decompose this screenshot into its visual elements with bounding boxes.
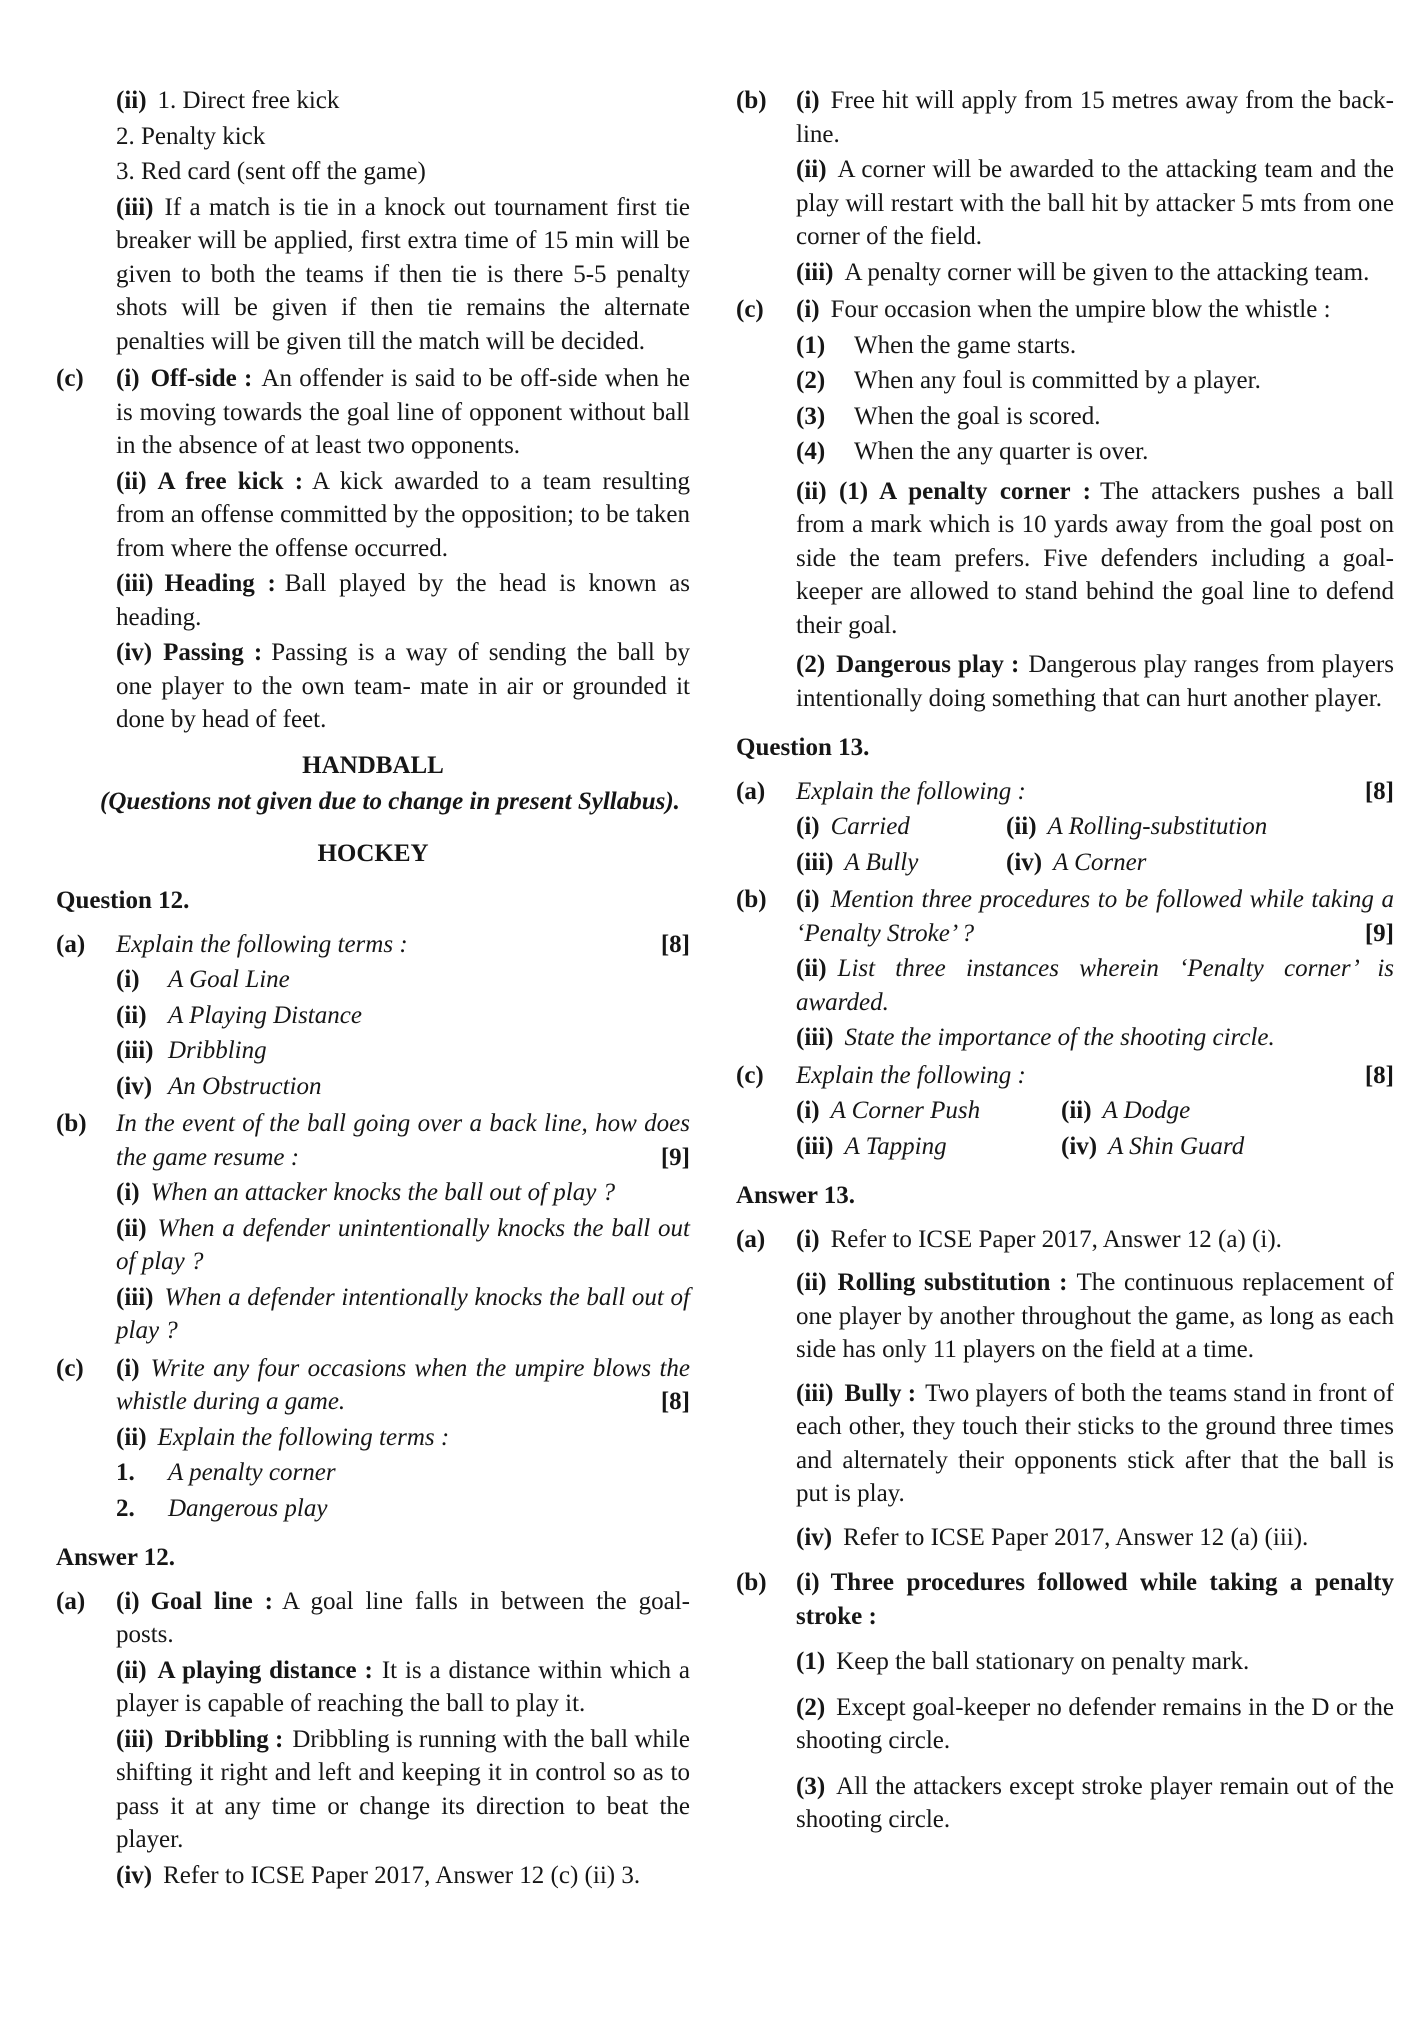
item-number: (iv): [1006, 848, 1043, 876]
item-number: (i): [796, 813, 820, 840]
item-number: (iv): [1061, 1132, 1098, 1160]
term-text: A Dodge: [1102, 1097, 1191, 1124]
term-text: A Playing Distance: [168, 1001, 362, 1029]
section-body: [116, 362, 690, 739]
prompt-line: [796, 775, 1394, 809]
list-line: 3. Red card (sent off the game): [116, 158, 426, 185]
answer-13a: [736, 1223, 1394, 1557]
term-pair-row: [796, 810, 1394, 844]
item-number: (ii): [116, 1656, 147, 1684]
term-cell: [796, 1094, 1061, 1128]
answer-12c: [736, 293, 1394, 717]
item-number: (ii): [796, 156, 827, 183]
definition-term: Dangerous play :: [836, 651, 1020, 678]
item-number: (i): [796, 1097, 820, 1124]
section-body: [796, 293, 1394, 717]
question-item: [116, 1352, 690, 1419]
step-text: Except goal-keeper no defender remains in the D or the shooting circle.: [796, 1693, 1394, 1754]
item-number: (2): [796, 1693, 826, 1721]
answer-term: Bully :: [844, 1379, 917, 1407]
item-number: (2): [796, 651, 826, 678]
item-number: (iii): [116, 193, 154, 221]
answer-text: Two players of both the teams stand in front of each other, they touch their sticks to the ground three times and alternately their opponents stick after that the ball is put is play.: [796, 1379, 1395, 1507]
section-body: [796, 1566, 1394, 1839]
section-label: (c): [56, 365, 84, 392]
question-item: [116, 1421, 690, 1455]
item-number: (3): [796, 1772, 826, 1800]
term-text: A Bully: [844, 848, 919, 876]
item-number: (ii): [116, 1214, 147, 1242]
section-c-answers: [56, 362, 690, 739]
section-label: (b): [736, 886, 767, 913]
item-number: (iii): [796, 848, 834, 876]
occasion-text: When any foul is committed by a player.: [854, 367, 1261, 394]
term-cell: [1061, 1094, 1190, 1128]
term-text: A Corner: [1053, 848, 1147, 876]
definition-term: A penalty corner :: [879, 477, 1091, 505]
sub-item: [116, 1492, 690, 1526]
answer-item: [796, 84, 1394, 151]
item-number: (iii): [116, 1037, 154, 1064]
answer-term: A playing distance :: [157, 1656, 373, 1684]
section-body: [116, 1585, 690, 1895]
sub-item: [116, 1456, 690, 1490]
answer-12-title: Answer 12.: [56, 1544, 175, 1571]
prompt-text: In the event of the ball going over a back line, how does the game resume :: [116, 1110, 690, 1171]
term-pair-row: [796, 1130, 1394, 1164]
left-column: [56, 84, 690, 1896]
term-text: A Tapping: [844, 1132, 947, 1160]
section-body: [796, 775, 1394, 882]
item-number: (i): [796, 1569, 820, 1596]
section-label: (a): [736, 777, 766, 805]
item-number: (ii): [116, 1423, 147, 1451]
hockey-heading: HOCKEY: [317, 839, 429, 867]
list-line: [116, 84, 690, 118]
term-text: An Obstruction: [168, 1072, 322, 1100]
item-number: (3): [796, 402, 826, 430]
term-cell: [1061, 1130, 1244, 1164]
answer-text: Refer to ICSE Paper 2017, Answer 12 (a) (i).: [830, 1225, 1282, 1253]
answer-item: [796, 256, 1394, 290]
question-item-text: When a defender unintentionally knocks the ball out of play ?: [116, 1214, 690, 1275]
term-text: Dribbling: [168, 1037, 267, 1064]
definition-text: An offender is said to be off-side when he is moving towards the goal line of opponent without ball in the absence of at least two opponents.: [116, 365, 690, 459]
right-column: [736, 84, 1394, 1896]
term-item: [116, 1070, 690, 1104]
definition-text: Passing is a way of sending the ball by one player to the own team- mate in air or grounded it done by head of feet.: [116, 639, 690, 733]
section-label: (a): [56, 930, 86, 958]
occasion-text: When the game starts.: [854, 331, 1077, 359]
definition-passing: [116, 636, 690, 737]
item-number: (ii): [116, 467, 147, 495]
item-number: (ii): [796, 1269, 827, 1296]
term-cell: [1006, 846, 1146, 880]
term-text: A Goal Line: [168, 966, 290, 993]
prompt-text: Explain the following :: [796, 1061, 1026, 1089]
item-number: (ii): [116, 87, 147, 114]
gutter-empty: [56, 84, 116, 360]
term-item: [116, 999, 690, 1033]
item-number: (iii): [796, 1379, 834, 1407]
answer-text: Refer to ICSE Paper 2017, Answer 12 (c) (ii) 3.: [163, 1861, 641, 1889]
step-text: All the attackers except stroke player remain out of the shooting circle.: [796, 1772, 1394, 1833]
question-item-text: State the importance of the shooting circle.: [844, 1024, 1275, 1051]
answer-text: The continuous replacement of one player by another throughout the game, as long as each side has only 11 players on the field at a time.: [796, 1269, 1395, 1363]
item-number: (i): [796, 87, 820, 114]
section-label: (c): [56, 1354, 84, 1382]
question-12b: [56, 1107, 690, 1350]
section-body: [796, 84, 1394, 291]
question-13b: [736, 883, 1394, 1057]
question-item: [116, 1212, 690, 1279]
answer-text: A corner will be awarded to the attacking team and the play will restart with the ball hit by attacker 5 mts from one corner of the field.: [796, 156, 1394, 250]
term-text: A Shin Guard: [1108, 1132, 1245, 1160]
item-number: (1): [796, 331, 826, 359]
item-number: (ii): [1006, 813, 1037, 840]
marks-badge: [8]: [1364, 777, 1394, 805]
answer-item: [796, 1266, 1394, 1367]
section-label: (a): [736, 1225, 766, 1253]
answer-item: [796, 1223, 1394, 1257]
section-body: [116, 1107, 690, 1350]
definition-offside: [116, 362, 690, 463]
definition-penalty-corner: [796, 475, 1394, 643]
answer-12b: [736, 84, 1394, 291]
question-item: [116, 1176, 690, 1210]
section-body: [116, 1352, 690, 1528]
section-body: [116, 928, 690, 1106]
item-number: (1): [796, 1648, 826, 1675]
sub-item-text: A penalty corner: [168, 1459, 336, 1486]
answer-item: [116, 1859, 690, 1893]
section-label: (b): [56, 1110, 87, 1137]
prompt-paragraph: [116, 1107, 690, 1174]
question-item-text: Write any four occasions when the umpire blows the whistle during a game.: [116, 1354, 690, 1415]
term-cell: [1006, 810, 1267, 844]
question-item-text: When a defender intentionally knocks the ball out of play ?: [116, 1283, 690, 1344]
answer-13-title: Answer 13.: [736, 1182, 855, 1209]
prompt-line: [796, 1059, 1394, 1093]
item-number: (iii): [796, 1024, 834, 1051]
item-number: (i): [116, 1179, 140, 1206]
answer-item: [116, 1585, 690, 1652]
item-number: (iv): [116, 639, 153, 666]
term-text: A Rolling-substitution: [1047, 813, 1268, 840]
paragraph-text: If a match is tie in a knock out tournament first tie breaker will be applied, first extra time of 15 min will be given to both the teams if then tie is there 5-5 penalty shots will be given if then tie remains the alternate penalties will be given till the match will be decided.: [116, 193, 690, 355]
item-number: (ii) (1): [796, 477, 869, 505]
answer-text: A goal line falls in between the goal-posts.: [116, 1587, 691, 1648]
definition-heading: [116, 567, 690, 634]
question-item-text: Explain the following terms :: [157, 1423, 450, 1451]
item-number: (ii): [116, 1001, 147, 1029]
item-number: 2.: [116, 1494, 135, 1522]
term-pair-row: [796, 1094, 1394, 1128]
item-number: (iii): [116, 570, 154, 597]
answer-item: [796, 153, 1394, 254]
handball-note: (Questions not given due to change in present Syllabus).: [100, 788, 680, 815]
item-number: (iii): [796, 1132, 834, 1160]
paragraph-b-iii: [116, 191, 690, 359]
answer-text: Free hit will apply from 15 metres away from the back-line.: [796, 87, 1394, 148]
occasion-item: [796, 400, 1394, 434]
section-label: (b): [736, 1569, 767, 1596]
section-body: [796, 883, 1394, 1057]
sub-item-text: Dangerous play: [168, 1494, 328, 1522]
occasion-item: [796, 435, 1394, 469]
answer-term: Dribbling :: [164, 1725, 284, 1753]
definition-text: Dangerous play ranges from players intentionally doing something that can hurt another player.: [796, 651, 1394, 712]
definition-text: Ball played by the head is known as heading.: [116, 570, 690, 631]
item-number: (iv): [116, 1861, 153, 1889]
section-body: [796, 1223, 1394, 1557]
item-number: (i): [796, 886, 820, 913]
answer-term: Rolling substitution :: [837, 1269, 1068, 1296]
section-label: (c): [736, 296, 764, 323]
question-12a: [56, 928, 690, 1106]
item-number: (2): [796, 367, 826, 394]
procedure-step: [796, 1691, 1394, 1758]
item-number: (iii): [116, 1725, 154, 1753]
question-12c: [56, 1352, 690, 1528]
marks-badge: [9]: [660, 1143, 690, 1171]
question-13c: [736, 1059, 1394, 1166]
prompt-text: Explain the following terms :: [116, 930, 408, 958]
marks-badge: [8]: [660, 1388, 690, 1415]
answer-item: [796, 1377, 1394, 1511]
marks-badge: [8]: [660, 930, 690, 958]
definition-text: The attackers pushes a ball from a mark which is 10 yards away from the goal post on side the team prefers. Five defenders including a goal-keeper are allowed to stand behind the goal line to defend their goal.: [796, 477, 1394, 639]
answer-text: It is a distance within which a player is capable of reaching the ball to play it.: [116, 1656, 690, 1717]
term-cell: [796, 1130, 1061, 1164]
definition-text: A kick awarded to a team resulting from an offense committed by the opposition; to be taken from where the offense occurred.: [116, 467, 691, 562]
answer-head-text: Three procedures followed while taking a penalty stroke :: [796, 1569, 1394, 1630]
answer-item: [116, 1723, 690, 1857]
answer-text: A penalty corner will be given to the attacking team.: [844, 258, 1370, 286]
answer-item: [796, 293, 1394, 327]
prompt-text: Explain the following :: [796, 777, 1026, 805]
occasion-text: When the any quarter is over.: [854, 438, 1149, 465]
question-item-text: Mention three procedures to be followed while taking a ‘Penalty Stroke’ ?: [796, 886, 1394, 947]
definition-free-kick: [116, 465, 690, 566]
question-item-text: List three instances wherein ‘Penalty corner’ is awarded.: [796, 955, 1394, 1016]
question-13-title: Question 13.: [736, 734, 870, 761]
item-number: (i): [116, 966, 140, 993]
term-pair-row: [796, 846, 1394, 880]
definition-term: A free kick :: [157, 467, 304, 495]
term-item: [116, 1034, 690, 1068]
definition-term: Off-side :: [150, 365, 253, 392]
item-number: (ii): [1061, 1097, 1092, 1124]
section-body: [796, 1059, 1394, 1166]
definition-term: Heading :: [164, 570, 276, 597]
item-number: (iv): [116, 1072, 153, 1100]
item-number: (iii): [116, 1283, 154, 1311]
occasion-item: [796, 364, 1394, 398]
definition-term: Passing :: [163, 639, 263, 666]
answer-text: Refer to ICSE Paper 2017, Answer 12 (a) (iii).: [843, 1523, 1309, 1551]
answer-item: [116, 1654, 690, 1721]
occasion-text: When the goal is scored.: [854, 402, 1101, 430]
question-item: [116, 1281, 690, 1348]
question-item-text: When an attacker knocks the ball out of play ?: [150, 1179, 616, 1206]
procedure-step: [796, 1770, 1394, 1837]
item-number: (i): [116, 1354, 140, 1382]
question-item: [796, 1021, 1394, 1055]
question-13a: [736, 775, 1394, 882]
handball-heading: HANDBALL: [302, 751, 444, 779]
section-label: (b): [736, 87, 767, 114]
item-number: 1.: [116, 1459, 135, 1486]
prompt-line: [116, 928, 690, 962]
term-cell: [796, 810, 1006, 844]
answer-head: [796, 1566, 1394, 1633]
occasion-item: [796, 329, 1394, 363]
item-number: (i): [116, 1587, 140, 1615]
answer-text: Dribbling is running with the ball while shifting it right and left and keeping it in control so as to pass it at any time or change its direction to beat the player.: [116, 1725, 690, 1853]
marks-badge: [8]: [1364, 1061, 1394, 1089]
answer-text: Four occasion when the umpire blow the whistle :: [830, 296, 1331, 323]
item-number: (iv): [796, 1523, 833, 1551]
definition-dangerous-play: [796, 648, 1394, 715]
list-body: [116, 84, 690, 360]
question-item: [796, 883, 1394, 950]
answer-12a: [56, 1585, 690, 1895]
step-text: Keep the ball stationary on penalty mark.: [836, 1648, 1250, 1675]
item-number: (i): [796, 1225, 820, 1253]
question-12-title: Question 12.: [56, 887, 190, 914]
answer-item: [796, 1521, 1394, 1555]
section-label: (a): [56, 1587, 86, 1615]
answer-13b: [736, 1566, 1394, 1839]
section-label: (c): [736, 1061, 764, 1089]
item-number: (4): [796, 438, 826, 465]
term-text: A Corner Push: [830, 1097, 981, 1124]
item-number: (i): [116, 365, 140, 392]
answer-term: Goal line :: [150, 1587, 273, 1615]
term-text: Carried: [830, 813, 910, 840]
question-item: [796, 952, 1394, 1019]
term-item: [116, 963, 690, 997]
list-line-text: 1. Direct free kick: [157, 87, 340, 114]
term-cell: [796, 846, 1006, 880]
item-number: (iii): [796, 258, 834, 286]
marks-badge: [9]: [1364, 919, 1394, 947]
section-b-ii-list: [56, 84, 690, 360]
item-number: (i): [796, 296, 820, 323]
list-line: 2. Penalty kick: [116, 122, 266, 150]
item-number: (ii): [796, 955, 827, 982]
procedure-step: [796, 1645, 1394, 1679]
